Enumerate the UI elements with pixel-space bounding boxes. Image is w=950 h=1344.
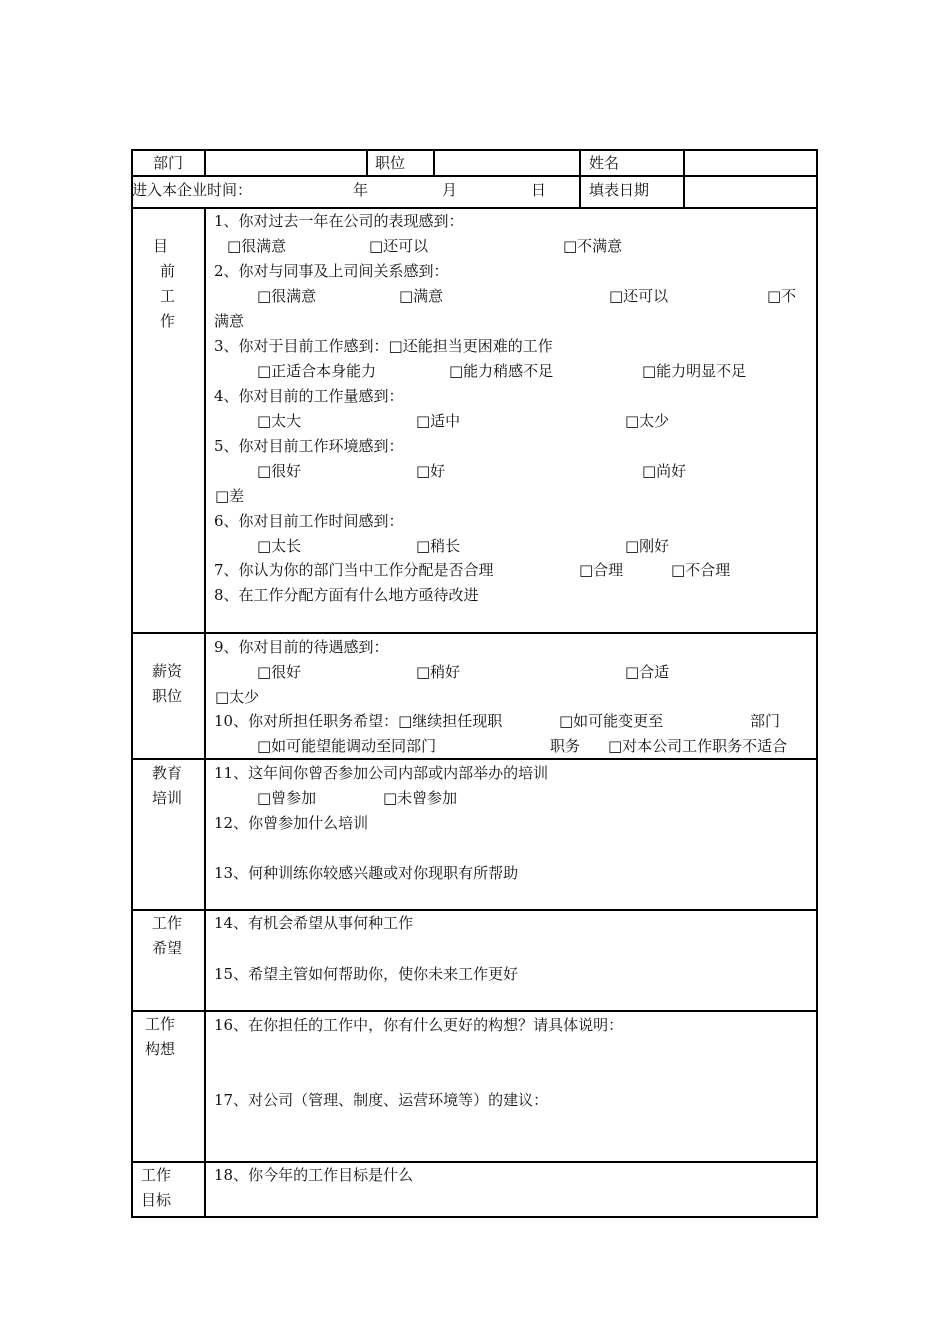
q2-option-unsatisfied[interactable]: □不 (767, 287, 797, 305)
row-divider (131, 207, 818, 209)
fill-date-label: 填表日期 (589, 181, 650, 199)
q10-option-unfit[interactable]: □对本公司工作职务不适合 (608, 737, 788, 755)
question-1: 1、你对过去一年在公司的表现感到： (214, 212, 464, 230)
q2-option-satisfied[interactable]: □满意 (399, 287, 444, 305)
q3-option-fit[interactable]: □正适合本身能力 (257, 362, 377, 380)
survey-form-table (131, 149, 818, 1218)
section-current-work-label: 目 (153, 237, 169, 255)
q9-option-very-good[interactable]: □很好 (257, 663, 302, 681)
q5-option-fair[interactable]: □尚好 (642, 462, 687, 480)
q11-option-not-attended[interactable]: □未曾参加 (383, 789, 458, 807)
row-divider (131, 1010, 818, 1012)
q9-option-too-little[interactable]: □太少 (215, 688, 260, 706)
q1-option-ok[interactable]: □还可以 (369, 237, 429, 255)
q2-option-very-satisfied[interactable]: □很满意 (257, 287, 317, 305)
section-training-label: 教育 (152, 764, 183, 782)
month-label: 月 (442, 181, 458, 199)
question-16: 16、在你担任的工作中，你有什么更好的构想？请具体说明： (214, 1016, 624, 1034)
row-divider (131, 175, 818, 177)
year-label: 年 (353, 181, 369, 199)
q1-option-very-satisfied[interactable]: □很满意 (227, 237, 287, 255)
q9-option-slightly-good[interactable]: □稍好 (416, 663, 461, 681)
q10-dept-label: 部门 (750, 712, 781, 730)
question-12: 12、你曾参加什么培训 (214, 814, 369, 832)
question-2: 2、你对与同事及上司间关系感到： (214, 262, 449, 280)
question-9: 9、你对目前的待遇感到： (214, 638, 389, 656)
row-divider (131, 1161, 818, 1163)
q4-option-too-little[interactable]: □太少 (625, 412, 670, 430)
q7-option-reasonable[interactable]: □合理 (579, 561, 624, 579)
section-idea-label: 工作 (145, 1015, 176, 1033)
section-goal-label: 工作 (141, 1166, 172, 1184)
q10-option-transfer[interactable]: □如可能望能调动至同部门 (257, 737, 437, 755)
q10-option-change[interactable]: □如可能变更至 (559, 712, 664, 730)
section-hope-label: 工作 (152, 914, 183, 932)
q2-option-ok[interactable]: □还可以 (609, 287, 669, 305)
table-border (131, 149, 133, 1218)
section-current-work-label: 作 (160, 312, 176, 330)
q6-option-too-long[interactable]: □太长 (257, 537, 302, 555)
q7-option-unreasonable[interactable]: □不合理 (671, 561, 731, 579)
q6-option-just-right[interactable]: □刚好 (625, 537, 670, 555)
q3-option-clearly-lacking[interactable]: □能力明显不足 (642, 362, 747, 380)
department-field[interactable] (207, 152, 365, 174)
table-border (816, 149, 818, 1218)
section-salary-label: 职位 (152, 687, 183, 705)
section-hope-label: 希望 (152, 939, 183, 957)
col-divider (683, 149, 685, 209)
section-goal-label: 目标 (141, 1191, 172, 1209)
fill-date-field[interactable] (686, 179, 814, 205)
department-label: 部门 (153, 154, 184, 172)
question-17: 17、对公司（管理、制度、运营环境等）的建议： (214, 1091, 549, 1109)
question-18: 18、你今年的工作目标是什么 (214, 1166, 414, 1184)
name-label: 姓名 (589, 154, 620, 172)
row-divider (131, 632, 818, 634)
table-border (131, 149, 818, 151)
col-divider (204, 149, 206, 177)
join-time-label: 进入本企业时间： (132, 181, 253, 199)
q5-option-poor[interactable]: □差 (215, 487, 245, 505)
question-10: 10、你对所担任职务希望：□继续担任现职 (214, 712, 503, 730)
col-divider (579, 149, 581, 209)
row-divider (131, 758, 818, 760)
q2-option-wrap: 满意 (214, 312, 245, 330)
q5-option-very-good[interactable]: □很好 (257, 462, 302, 480)
section-idea-label: 构想 (145, 1040, 176, 1058)
row-divider (131, 909, 818, 911)
section-training-label: 培训 (152, 789, 183, 807)
question-8: 8、在工作分配方面有什么地方亟待改进 (214, 586, 479, 604)
section-salary-label: 薪资 (152, 662, 183, 680)
q10-duty-label: 职务 (550, 737, 581, 755)
section-current-work-label: 工 (160, 287, 176, 305)
q4-option-moderate[interactable]: □适中 (416, 412, 461, 430)
question-13: 13、何种训练你较感兴趣或对你现职有所帮助 (214, 864, 519, 882)
q3-option-slightly-lacking[interactable]: □能力稍感不足 (449, 362, 554, 380)
question-7: 7、你认为你的部门当中工作分配是否合理 (214, 561, 494, 579)
question-15: 15、希望主管如何帮助你，使你未来工作更好 (214, 965, 519, 983)
position-label: 职位 (375, 154, 406, 172)
q9-option-appropriate[interactable]: □合适 (625, 663, 670, 681)
q1-option-unsatisfied[interactable]: □不满意 (563, 237, 623, 255)
question-14: 14、有机会希望从事何种工作 (214, 914, 414, 932)
table-border (131, 1216, 818, 1218)
question-5: 5、你对目前工作环境感到： (214, 437, 404, 455)
day-label: 日 (531, 181, 547, 199)
q4-option-too-much[interactable]: □太大 (257, 412, 302, 430)
q11-option-attended[interactable]: □曾参加 (257, 789, 317, 807)
name-field[interactable] (686, 152, 814, 174)
question-11: 11、这年间你曾否参加公司内部或内部举办的培训 (214, 764, 549, 782)
col-divider (433, 149, 435, 177)
q6-option-slightly-long[interactable]: □稍长 (416, 537, 461, 555)
q5-option-good[interactable]: □好 (416, 462, 446, 480)
col-divider (204, 207, 206, 1217)
section-current-work-label: 前 (160, 262, 176, 280)
position-field[interactable] (436, 152, 578, 174)
question-6: 6、你对目前工作时间感到： (214, 512, 404, 530)
col-divider (366, 149, 368, 177)
question-3: 3、你对于目前工作感到：□还能担当更困难的工作 (214, 337, 553, 355)
question-4: 4、你对目前的工作量感到： (214, 387, 404, 405)
